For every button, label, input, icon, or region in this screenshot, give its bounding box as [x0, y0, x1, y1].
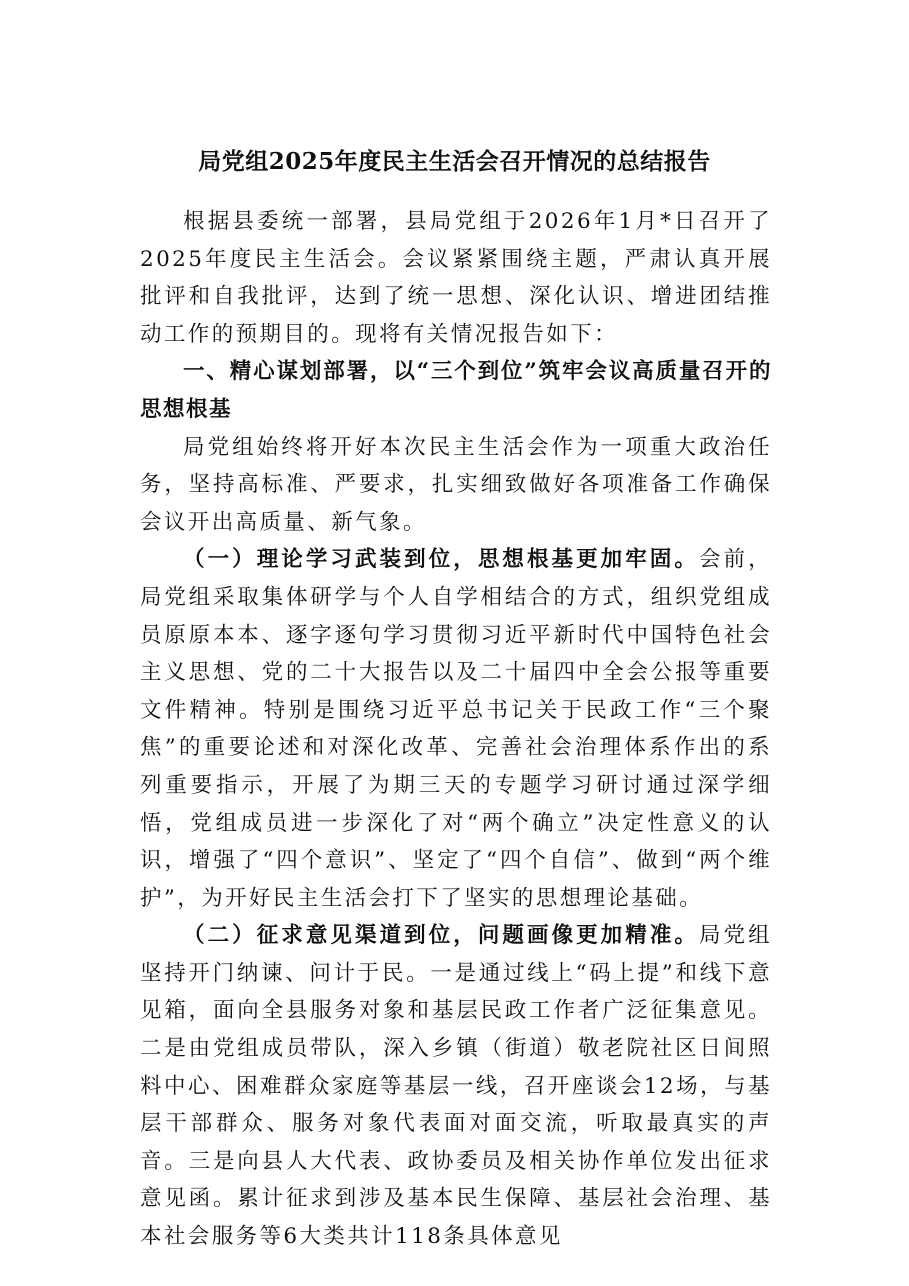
- subsection-heading: （一）理论学习武装到位，思想根基更加牢固。: [183, 547, 699, 573]
- paragraph-text: 局党组始终将开好本次民主生活会作为一项重大政治任务，坚持高标准、严要求，扎实细致做好各项准备工作确保会议开出高质量、新气象。: [140, 434, 772, 535]
- paragraph-text: 根据县委统一部署，县局党组于2026年1月*日召开了2025年度民主生活会。会议紧紧围绕主题，严肃认真开展批评和自我批评，达到了统一思想、深化认识、增进团结推动工作的预期目的。现将有关情况报告如下：: [140, 209, 772, 347]
- paragraph-section-1-intro: [140, 429, 772, 542]
- subsection-heading: （二）征求意见渠道到位，问题画像更加精准。: [183, 923, 699, 949]
- paragraph-intro: [140, 203, 772, 353]
- paragraph-text: 会前，局党组采取集体研学与个人自学相结合的方式，组织党组成员原原本本、逐字逐句学习贯彻习近平新时代中国特色社会主义思想、党的二十大报告以及二十届四中全会公报等重要文件精神。特别是围绕习近平总书记关于民政工作“三个聚焦”的重要论述和对深化改革、完善社会治理体系作出的系列重要指示，开展了为期三天的专题学习研讨通过深学细悟，党组成员进一步深化了对“两个确立”决定性意义的认识，增强了“四个意识”、坚定了“四个自信”、做到“两个维护”，为开好民主生活会打下了坚实的思想理论基础。: [140, 547, 773, 911]
- section-heading-1: [140, 353, 772, 428]
- document-body: [140, 203, 772, 1256]
- paragraph-text: 局党组坚持开门纳谏、问计于民。一是通过线上“码上提”和线下意见箱，面向全县服务对象和基层民政工作者广泛征集意见。二是由党组成员带队，深入乡镇（街道）敬老院社区日间照料中心、困难群众家庭等基层一线，召开座谈会12场，与基层干部群众、服务对象代表面对面交流，听取最真实的声音。三是向县人大代表、政协委员及相关协作单位发出征求意见函。累计征求到涉及基本民生保障、基层社会治理、基本社会服务等6大类共计118条具体意见: [140, 923, 773, 1250]
- paragraph-subsection-1: [140, 541, 772, 917]
- section-heading-text: 一、精心谋划部署，以“三个到位”筑牢会议高质量召开的思想根基: [140, 359, 772, 422]
- paragraph-subsection-2: [140, 917, 772, 1255]
- document-title: 局党组2025年度民主生活会召开情况的总结报告: [198, 148, 711, 175]
